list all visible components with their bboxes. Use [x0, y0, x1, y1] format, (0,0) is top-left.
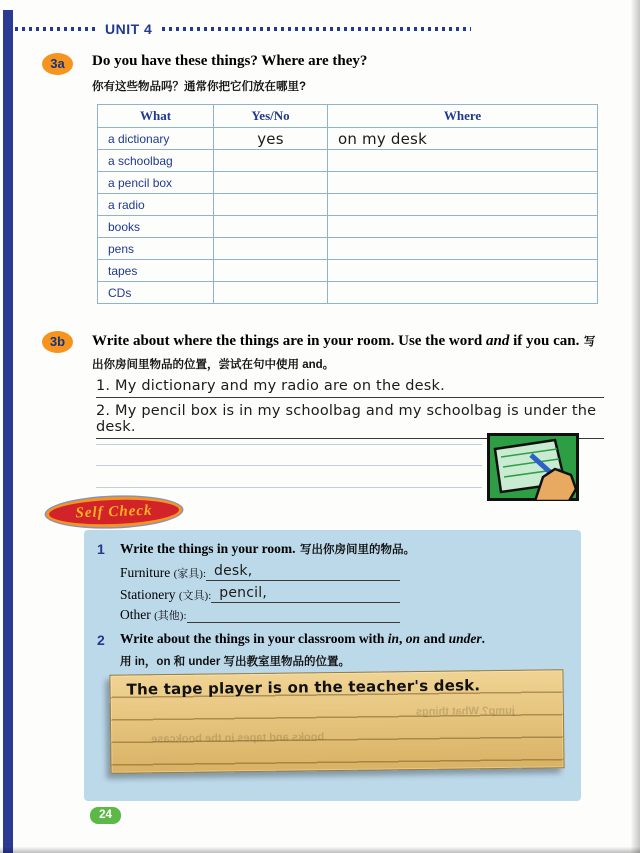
item-1-title-zh: 写出你房间里的物品。 — [299, 544, 415, 556]
things-table — [97, 104, 598, 304]
section-3a-title: Do you have these things? Where are they? — [92, 53, 368, 69]
item-1-number: 1 — [97, 541, 105, 557]
cell-where — [328, 238, 598, 260]
table-row — [98, 216, 598, 238]
other-label: Other (其他): — [120, 607, 187, 622]
stationery-label: Stationery (文具): — [120, 587, 212, 602]
col-header-yesno: Yes/No — [214, 105, 328, 128]
col-header-where: Where — [328, 105, 598, 128]
left-spine-bar — [3, 10, 13, 853]
other-field — [120, 607, 400, 623]
table-row — [98, 238, 598, 260]
cell-what: a radio — [98, 194, 214, 216]
cell-where: on my desk — [328, 128, 598, 150]
answer-line-2: 2. My pencil box is in my schoolbag and my schoolbag is under the desk. — [96, 403, 604, 439]
page-edge-bottom — [0, 847, 640, 853]
cell-what: a pencil box — [98, 172, 214, 194]
stationery-answer: pencil, — [211, 585, 400, 603]
other-answer — [187, 621, 400, 623]
section-3b-subtitle-zh: 写出你房间里物品的位置，尝试在句中使用 and。 — [92, 336, 596, 371]
cell-where — [328, 282, 598, 304]
answer-line-1: 1. My dictionary and my radio are on the desk. — [96, 378, 604, 398]
blank-writing-line — [96, 487, 482, 488]
unit-header — [15, 21, 471, 37]
table-row — [98, 194, 598, 216]
section-3a-badge: 3a — [42, 53, 73, 75]
page-edge-right — [631, 0, 640, 853]
cell-where — [328, 172, 598, 194]
furniture-label: Furniture (家具): — [120, 565, 207, 580]
cell-what: tapes — [98, 260, 214, 282]
cell-yesno — [214, 216, 328, 238]
unit-label: UNIT 4 — [105, 21, 153, 37]
item-2-subtitle-zh: 用 in，on 和 under 写出教室里物品的位置。 — [120, 656, 350, 668]
item-1-title — [120, 540, 560, 558]
3b-title-text: Write about where the things are in your room. Use the word — [92, 333, 487, 349]
cell-yesno — [214, 238, 328, 260]
wood-plank-note — [109, 669, 564, 774]
item-1-title-en: Write the things in your room. — [120, 541, 296, 556]
cell-where — [328, 194, 598, 216]
self-check-label: Self Check — [75, 502, 153, 521]
furniture-field — [120, 563, 400, 581]
item-2-title: Write about the things in your classroom with in, on and under. — [120, 631, 485, 646]
bleed-through-text: jump? What things — [415, 704, 515, 719]
page-number-badge: 24 — [90, 807, 121, 824]
cell-yesno — [214, 150, 328, 172]
self-check-panel — [84, 530, 581, 801]
bleed-through-text: books and tapes in the bookcase — [151, 731, 325, 746]
cell-what: CDs — [98, 282, 214, 304]
cell-yesno: yes — [214, 128, 328, 150]
cell-yesno — [214, 260, 328, 282]
cell-what: a dictionary — [98, 128, 214, 150]
section-3b-title — [92, 330, 606, 376]
cell-where — [328, 150, 598, 172]
cell-yesno — [214, 282, 328, 304]
section-3b-badge: 3b — [42, 331, 73, 353]
cell-what: books — [98, 216, 214, 238]
plank-sentence: The tape player is on the teacher's desk. — [126, 676, 481, 699]
cell-what: pens — [98, 238, 214, 260]
blank-writing-line — [96, 444, 482, 445]
col-header-what: What — [98, 105, 214, 128]
stationery-field — [120, 585, 400, 603]
table-row — [98, 128, 598, 150]
cell-yesno — [214, 194, 328, 216]
writing-hand-illustration — [487, 433, 579, 501]
self-check-badge — [46, 495, 183, 530]
3b-title-text-2: if you can. — [509, 333, 580, 349]
table-header-row — [98, 105, 598, 128]
table-row — [98, 282, 598, 304]
table-row — [98, 260, 598, 282]
section-3a-subtitle-zh: 你有这些物品吗？通常你把它们放在哪里? — [92, 81, 307, 93]
cell-what: a schoolbag — [98, 150, 214, 172]
cell-yesno — [214, 172, 328, 194]
dotted-rule-left — [15, 27, 95, 31]
table-row — [98, 172, 598, 194]
item-2-number: 2 — [97, 632, 105, 648]
dotted-rule-right — [162, 27, 471, 31]
cell-where — [328, 260, 598, 282]
3b-title-and: and — [486, 333, 510, 349]
furniture-answer: desk, — [206, 563, 400, 581]
table-row — [98, 150, 598, 172]
blank-writing-line — [96, 465, 482, 466]
cell-where — [328, 216, 598, 238]
